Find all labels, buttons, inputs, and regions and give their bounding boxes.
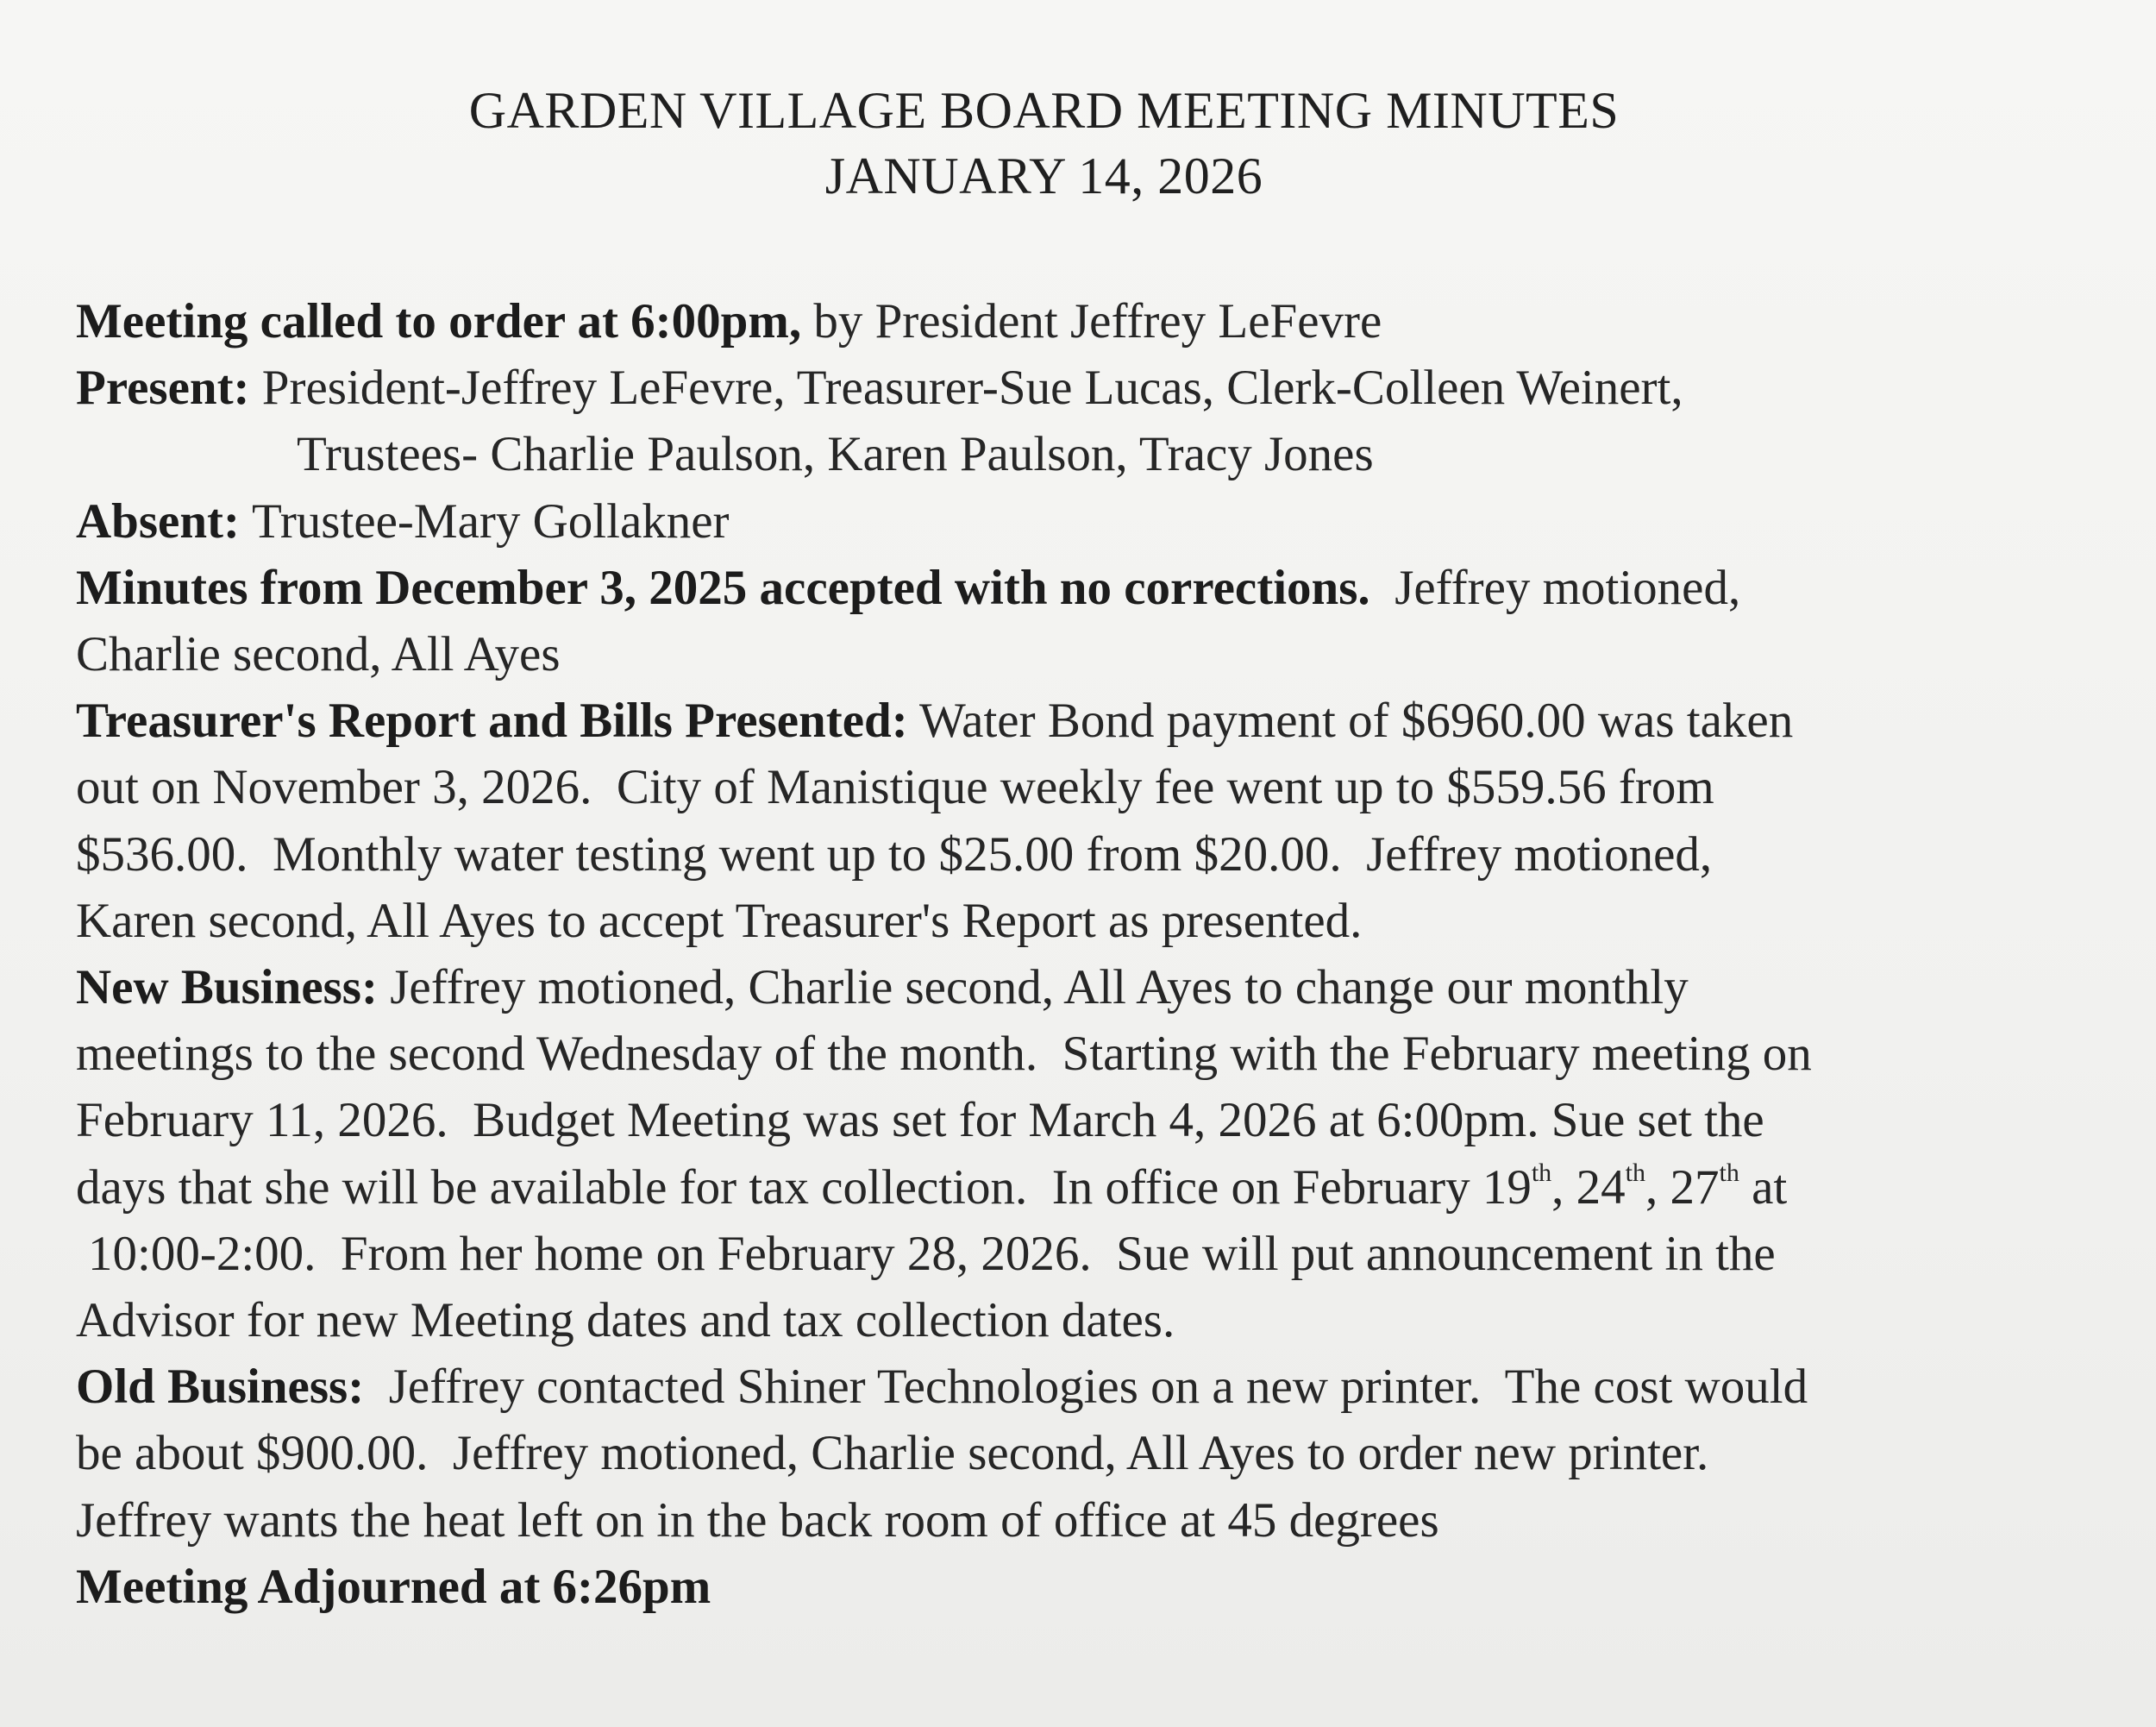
new-business-line4-mid2: , 27 bbox=[1645, 1159, 1720, 1215]
minutes-label: Minutes from December 3, 2025 accepted with no corrections. bbox=[76, 560, 1370, 615]
new-business-line4-post: at bbox=[1739, 1159, 1788, 1215]
new-business-text-line3: February 11, 2026. Budget Meeting was set for March 4, 2026 at 6:00pm. Sue set the bbox=[76, 1093, 1764, 1148]
absent-line bbox=[76, 488, 2094, 555]
old-business-text-line3: Jeffrey wants the heat left on in the back room of office at 45 degrees bbox=[76, 1492, 1439, 1548]
old-business-text-line1: Jeffrey contacted Shiner Technologies on a new printer. The cost would bbox=[364, 1360, 1808, 1415]
treasurer-text-line4: Karen second, All Ayes to accept Treasurer's Report as presented. bbox=[76, 893, 1363, 948]
new-business-line4-mid1: , 24 bbox=[1551, 1159, 1626, 1215]
treasurer-text-line2: out on November 3, 2026. City of Manistique weekly fee went up to $559.56 from bbox=[76, 760, 1714, 815]
treasurer-text-line1: Water Bond payment of $6960.00 was taken bbox=[907, 694, 1794, 749]
new-business-text-line1: Jeffrey motioned, Charlie second, All Ayes to change our monthly bbox=[377, 960, 1689, 1015]
superscript-th-3: th bbox=[1719, 1158, 1739, 1187]
minutes-document bbox=[76, 78, 2094, 1620]
old-business-text-line2: be about $900.00. Jeffrey motioned, Charlie second, All Ayes to order new printer. bbox=[76, 1426, 1709, 1481]
present-label: Present: bbox=[76, 361, 250, 416]
new-business-text-line6: Advisor for new Meeting dates and tax collection dates. bbox=[76, 1293, 1175, 1348]
present-text-line2: Trustees- Charlie Paulson, Karen Paulson, Tracy Jones bbox=[297, 427, 1374, 482]
new-business-line4-pre: days that she will be available for tax collection. In office on February 19 bbox=[76, 1159, 1532, 1215]
new-business-text-line4 bbox=[76, 1154, 2094, 1221]
old-business-line bbox=[76, 1353, 2094, 1420]
old-business-label: Old Business: bbox=[76, 1360, 365, 1415]
superscript-th-2: th bbox=[1625, 1158, 1646, 1187]
call-to-order-label: Meeting called to order at 6:00pm, bbox=[76, 294, 802, 349]
treasurer-text-line3: $536.00. Monthly water testing went up to $25.00 from $20.00. Jeffrey motioned, bbox=[76, 826, 1713, 882]
new-business-line bbox=[76, 954, 2094, 1020]
absent-text: Trustee-Mary Gollakner bbox=[252, 493, 730, 549]
new-business-text-line5: 10:00-2:00. From her home on February 28, 2026. Sue will put announcement in the bbox=[88, 1226, 1776, 1281]
absent-label: Absent: bbox=[76, 493, 241, 549]
superscript-th-1: th bbox=[1531, 1158, 1552, 1187]
minutes-line bbox=[76, 555, 2094, 621]
minutes-text: Jeffrey motioned, bbox=[1369, 560, 1741, 615]
new-business-label: New Business: bbox=[76, 960, 378, 1015]
adjourned-line: Meeting Adjourned at 6:26pm bbox=[76, 1559, 711, 1614]
document-date: JANUARY 14, 2026 bbox=[824, 148, 1263, 204]
document-title: GARDEN VILLAGE BOARD MEETING MINUTES bbox=[468, 82, 1620, 139]
present-text-line1: President-Jeffrey LeFevre, Treasurer-Sue Lucas, Clerk-Colleen Weinert, bbox=[261, 361, 1683, 416]
treasurer-label: Treasurer's Report and Bills Presented: bbox=[76, 694, 908, 749]
treasurer-line bbox=[76, 688, 2094, 754]
new-business-text-line2: meetings to the second Wednesday of the month. Starting with the February meeting on bbox=[76, 1027, 1812, 1082]
minutes-body bbox=[76, 288, 2094, 1620]
present-line bbox=[76, 355, 2094, 421]
call-to-order-line bbox=[76, 288, 2094, 355]
call-to-order-text: by President Jeffrey LeFevre bbox=[801, 294, 1382, 349]
minutes-text-line2: Charlie second, All Ayes bbox=[76, 627, 561, 682]
